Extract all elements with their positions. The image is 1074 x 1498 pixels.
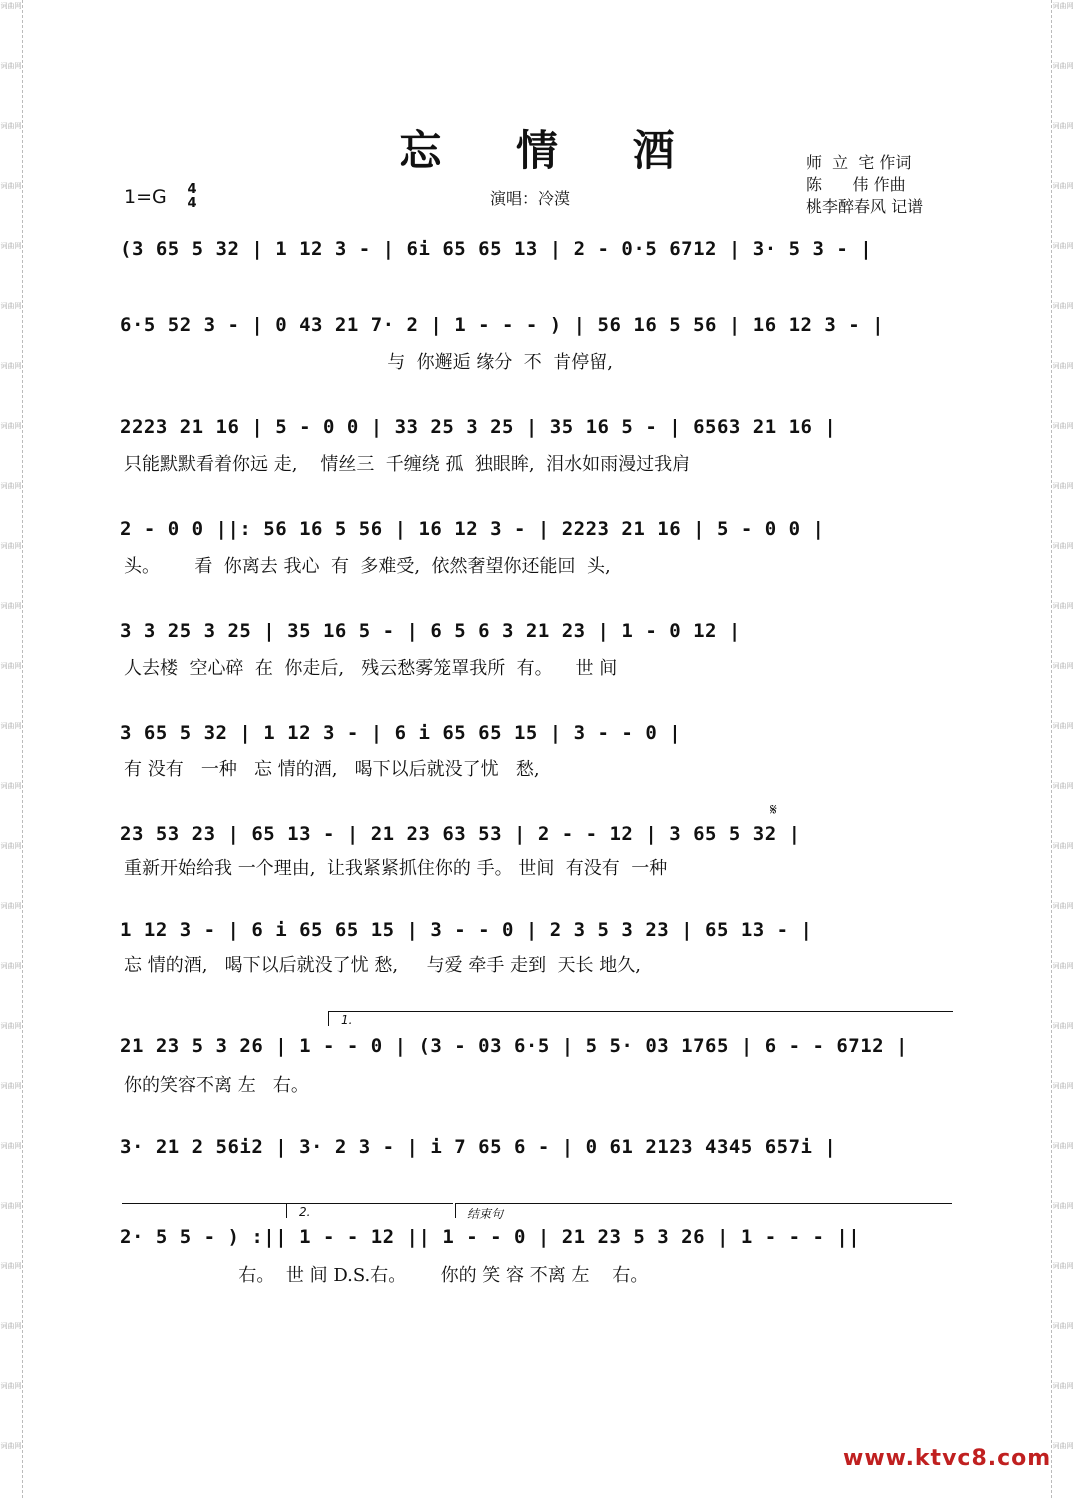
margin-mark: 词曲网: [1052, 542, 1074, 550]
margin-mark: 词曲网: [0, 1142, 22, 1150]
transcriber-credit: 桃李醉春风 记谱: [806, 197, 924, 216]
lyric-line: 右。 世 间 D.S.右。 你的 笑 容 不离 左 右。: [124, 1265, 649, 1286]
first-ending-bracket: [328, 1011, 953, 1026]
margin-mark: 词曲网: [0, 422, 22, 430]
right-margin-strip: [1051, 0, 1074, 1498]
margin-mark: 词曲网: [1052, 662, 1074, 670]
lyric-line: 人去楼 空心碎 在 你走后, 残云愁雾笼罩我所 有。 世 间: [124, 658, 618, 679]
margin-mark: 词曲网: [1052, 1082, 1074, 1090]
margin-mark: 词曲网: [0, 1082, 22, 1090]
notation-line: (3 65 5 32 | 1 12 3 - | 6i 65 65 13 | 2 - 0·5 6712 | 3· 5 3 - |: [120, 238, 873, 260]
margin-mark: 词曲网: [1052, 1022, 1074, 1030]
ending-phrase-bracket: [455, 1203, 952, 1218]
segno-icon: 𝄋: [770, 800, 777, 819]
margin-mark: 词曲网: [0, 62, 22, 70]
notation-line: 2· 5 5 - ) :|| 1 - - 12 || 1 - - 0 | 21 23 5 3 26 | 1 - - - ||: [120, 1226, 861, 1248]
margin-mark: 词曲网: [0, 1322, 22, 1330]
margin-mark: 词曲网: [0, 602, 22, 610]
margin-mark: 词曲网: [0, 362, 22, 370]
composer-credit: 陈 伟 作曲: [806, 175, 906, 194]
margin-mark: 词曲网: [1052, 2, 1074, 10]
singer-credit: 演唱：冷漠: [490, 189, 571, 208]
lyricist-credit: 师 立 宅 作词: [806, 153, 912, 172]
lyric-line: 与 你邂逅 缘分 不 肯停留,: [124, 352, 613, 373]
notation-line: 2 - 0 0 ||: 56 16 5 56 | 16 12 3 - | 2223 21 16 | 5 - 0 0 |: [120, 518, 825, 540]
margin-mark: 词曲网: [0, 182, 22, 190]
margin-mark: 词曲网: [1052, 1262, 1074, 1270]
margin-mark: 词曲网: [0, 302, 22, 310]
margin-mark: 词曲网: [0, 1022, 22, 1030]
lyric-line: 你的笑容不离 左 右。: [124, 1075, 309, 1096]
margin-mark: 词曲网: [1052, 302, 1074, 310]
margin-mark: 词曲网: [0, 842, 22, 850]
lyric-line: 有 没有 一种 忘 情的酒, 喝下以后就没了忧 愁,: [124, 759, 540, 780]
margin-mark: 词曲网: [0, 902, 22, 910]
margin-mark: 词曲网: [1052, 902, 1074, 910]
time-signature-top: 4: [187, 182, 197, 197]
lyric-line: 只能默默看着你远 走, 情丝三 千缠绕 孤 独眼眸, 泪水如雨漫过我肩: [124, 454, 691, 475]
margin-mark: 词曲网: [1052, 1142, 1074, 1150]
margin-mark: 词曲网: [0, 122, 22, 130]
margin-mark: 词曲网: [1052, 842, 1074, 850]
margin-mark: 词曲网: [0, 782, 22, 790]
margin-mark: 词曲网: [1052, 422, 1074, 430]
margin-mark: 词曲网: [0, 722, 22, 730]
margin-mark: 词曲网: [1052, 1442, 1074, 1450]
margin-mark: 词曲网: [0, 962, 22, 970]
notation-line: 3· 21 2 56i2 | 3· 2 3 - | i 7 65 6 - | 0 61 2123 4345 657i |: [120, 1136, 837, 1158]
margin-mark: 词曲网: [0, 1382, 22, 1390]
margin-mark: 词曲网: [1052, 1202, 1074, 1210]
composer-credits: [806, 152, 923, 218]
margin-mark: 词曲网: [1052, 722, 1074, 730]
lyric-line: 头。 看 你离去 我心 有 多难受, 依然奢望你还能回 头,: [124, 556, 611, 577]
second-ending-bracket: [286, 1203, 453, 1218]
margin-mark: 词曲网: [1052, 482, 1074, 490]
first-ending-label: 1.: [341, 1013, 353, 1027]
ending-phrase-label: 结束句: [467, 1207, 504, 1221]
site-watermark: www.ktvc8.com: [843, 1446, 1052, 1471]
lyric-line: 重新开始给我 一个理由, 让我紧紧抓住你的 手。 世间 有没有 一种: [124, 858, 668, 879]
margin-mark: 词曲网: [0, 1442, 22, 1450]
notation-line: 3 65 5 32 | 1 12 3 - | 6 i 65 65 15 | 3 - - 0 |: [120, 722, 682, 744]
key-signature: 1=G: [124, 186, 167, 208]
lyric-line: 忘 情的酒, 喝下以后就没了忧 愁, 与爱 牵手 走到 天长 地久,: [124, 955, 641, 976]
margin-mark: 词曲网: [1052, 62, 1074, 70]
margin-mark: 词曲网: [0, 482, 22, 490]
margin-mark: 词曲网: [1052, 782, 1074, 790]
song-title: 忘 情 酒: [399, 126, 705, 175]
notation-line: 21 23 5 3 26 | 1 - - 0 | (3 - 03 6·5 | 5 5· 03 1765 | 6 - - 6712 |: [120, 1035, 908, 1057]
margin-mark: 词曲网: [0, 2, 22, 10]
margin-mark: 词曲网: [0, 1202, 22, 1210]
margin-mark: 词曲网: [0, 242, 22, 250]
notation-line: 23 53 23 | 65 13 - | 21 23 63 53 | 2 - - 12 | 3 65 5 32 |: [120, 823, 801, 845]
margin-mark: 词曲网: [1052, 962, 1074, 970]
notation-line: 3 3 25 3 25 | 35 16 5 - | 6 5 6 3 21 23 | 1 - 0 12 |: [120, 620, 741, 642]
notation-line: 2223 21 16 | 5 - 0 0 | 33 25 3 25 | 35 16 5 - | 6563 21 16 |: [120, 416, 837, 438]
margin-mark: 词曲网: [1052, 1322, 1074, 1330]
margin-mark: 词曲网: [0, 1262, 22, 1270]
margin-mark: 词曲网: [1052, 242, 1074, 250]
margin-mark: 词曲网: [0, 662, 22, 670]
first-ending-bracket-continued: [122, 1203, 286, 1218]
notation-line: 1 12 3 - | 6 i 65 65 15 | 3 - - 0 | 2 3 5 3 23 | 65 13 - |: [120, 919, 813, 941]
notation-line: 6·5 52 3 - | 0 43 21 7· 2 | 1 - - - ) | 56 16 5 56 | 16 12 3 - |: [120, 314, 885, 336]
left-margin-strip: [0, 0, 23, 1498]
time-signature-bottom: 4: [187, 196, 197, 211]
margin-mark: 词曲网: [0, 542, 22, 550]
margin-mark: 词曲网: [1052, 122, 1074, 130]
margin-mark: 词曲网: [1052, 362, 1074, 370]
margin-mark: 词曲网: [1052, 602, 1074, 610]
time-signature: [184, 183, 200, 211]
margin-mark: 词曲网: [1052, 182, 1074, 190]
second-ending-label: 2.: [299, 1205, 311, 1219]
margin-mark: 词曲网: [1052, 1382, 1074, 1390]
